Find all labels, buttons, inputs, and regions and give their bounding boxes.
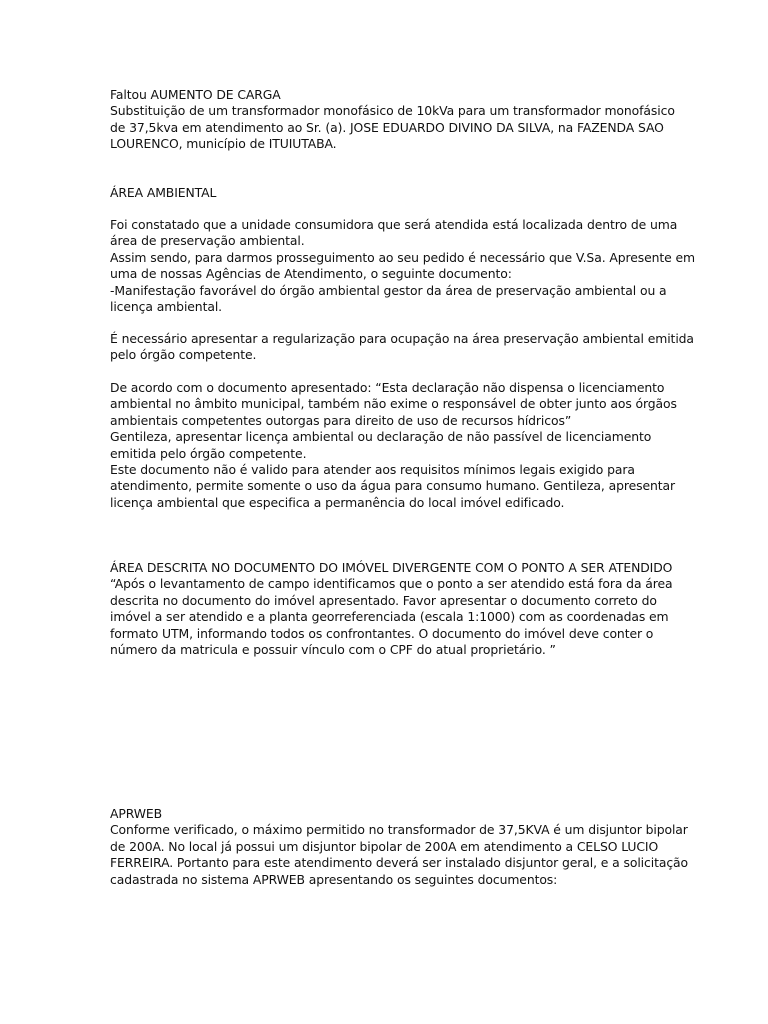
paragraph-line: LOURENCO, município de ITUIUTABA.	[110, 136, 337, 152]
paragraph-line: imóvel a ser atendido e a planta georreferenciada (escala 1:1000) com as coordenadas em	[110, 609, 669, 625]
paragraph-line: formato UTM, informando todos os confrontantes. O documento do imóvel deve conter o	[110, 625, 654, 641]
section-heading: ÁREA DESCRITA NO DOCUMENTO DO IMÓVEL DIVERGENTE COM O PONTO A SER ATENDIDO	[110, 560, 673, 575]
paragraph-line: licença ambiental que especifica a permanência do local imóvel edificado.	[110, 494, 565, 510]
paragraph-line: De acordo com o documento apresentado: “Esta declaração não dispensa o licenciamento	[110, 380, 665, 395]
section-heading: Faltou AUMENTO DE CARGA	[110, 87, 281, 102]
paragraph-line: Foi constatado que a unidade consumidora que será atendida está localizada dentro de uma	[110, 217, 678, 232]
section-area-ambiental-paragraph-2	[110, 331, 694, 364]
section-heading: APRWEB	[110, 806, 163, 821]
paragraph-line: FERREIRA. Portanto para este atendimento deverá ser instalado disjuntor geral, e a solicitação	[110, 855, 689, 871]
paragraph-line: Assim sendo, para darmos prosseguimento ao seu pedido é necessário que V.Sa. Apresente em	[110, 249, 696, 265]
section-area-ambiental-heading	[110, 185, 670, 201]
paragraph-line: emitida pelo órgão competente.	[110, 445, 307, 461]
section-aprweb	[110, 806, 689, 888]
paragraph-line: Substituição de um transformador monofásico de 10kVa para um transformador monofásico	[110, 103, 675, 119]
paragraph-line: Este documento não é valido para atender aos requisitos mínimos legais exigido para	[110, 462, 635, 478]
paragraph-line: “Após o levantamento de campo identificamos que o ponto a ser atendido está fora da área	[110, 576, 673, 592]
section-area-ambiental-paragraph-3	[110, 380, 677, 511]
section-aumento-de-carga	[110, 87, 675, 153]
paragraph-line: de 37,5kva em atendimento ao Sr. (a). JOSE EDUARDO DIVINO DA SILVA, na FAZENDA SAO	[110, 119, 664, 135]
section-area-descrita	[110, 560, 673, 658]
section-heading: ÁREA AMBIENTAL	[110, 185, 217, 200]
paragraph-line: uma de nossas Agências de Atendimento, o seguinte documento:	[110, 266, 512, 282]
paragraph-line: área de preservação ambiental.	[110, 233, 305, 249]
section-area-ambiental-paragraph-1	[110, 217, 696, 315]
paragraph-line: Conforme verificado, o máximo permitido no transformador de 37,5KVA é um disjuntor bipolar	[110, 822, 688, 838]
paragraph-line: atendimento, permite somente o uso da água para consumo humano. Gentileza, apresentar	[110, 478, 675, 494]
paragraph-line: ambiental no âmbito municipal, também não exime o responsável de obter junto aos órgãos	[110, 396, 677, 412]
paragraph-line: Gentileza, apresentar licença ambiental ou declaração de não passível de licenciamento	[110, 429, 652, 445]
paragraph-line: descrita no documento do imóvel apresentado. Favor apresentar o documento correto do	[110, 592, 657, 608]
paragraph-line: licença ambiental.	[110, 299, 222, 315]
paragraph-line: ambientais competentes outorgas para direito de uso de recursos hídricos”	[110, 412, 572, 428]
paragraph-line: É necessário apresentar a regularização para ocupação na área preservação ambiental emitida	[110, 331, 694, 346]
paragraph-line: pelo órgão competente.	[110, 347, 257, 363]
paragraph-line: cadastrada no sistema APRWEB apresentando os seguintes documentos:	[110, 871, 558, 887]
paragraph-line: número da matricula e possuir vínculo com o CPF do atual proprietário. ”	[110, 642, 556, 658]
paragraph-line: -Manifestação favorável do órgão ambiental gestor da área de preservação ambiental ou a	[110, 282, 667, 298]
paragraph-line: de 200A. No local já possui um disjuntor bipolar de 200A em atendimento a CELSO LUCIO	[110, 838, 659, 854]
